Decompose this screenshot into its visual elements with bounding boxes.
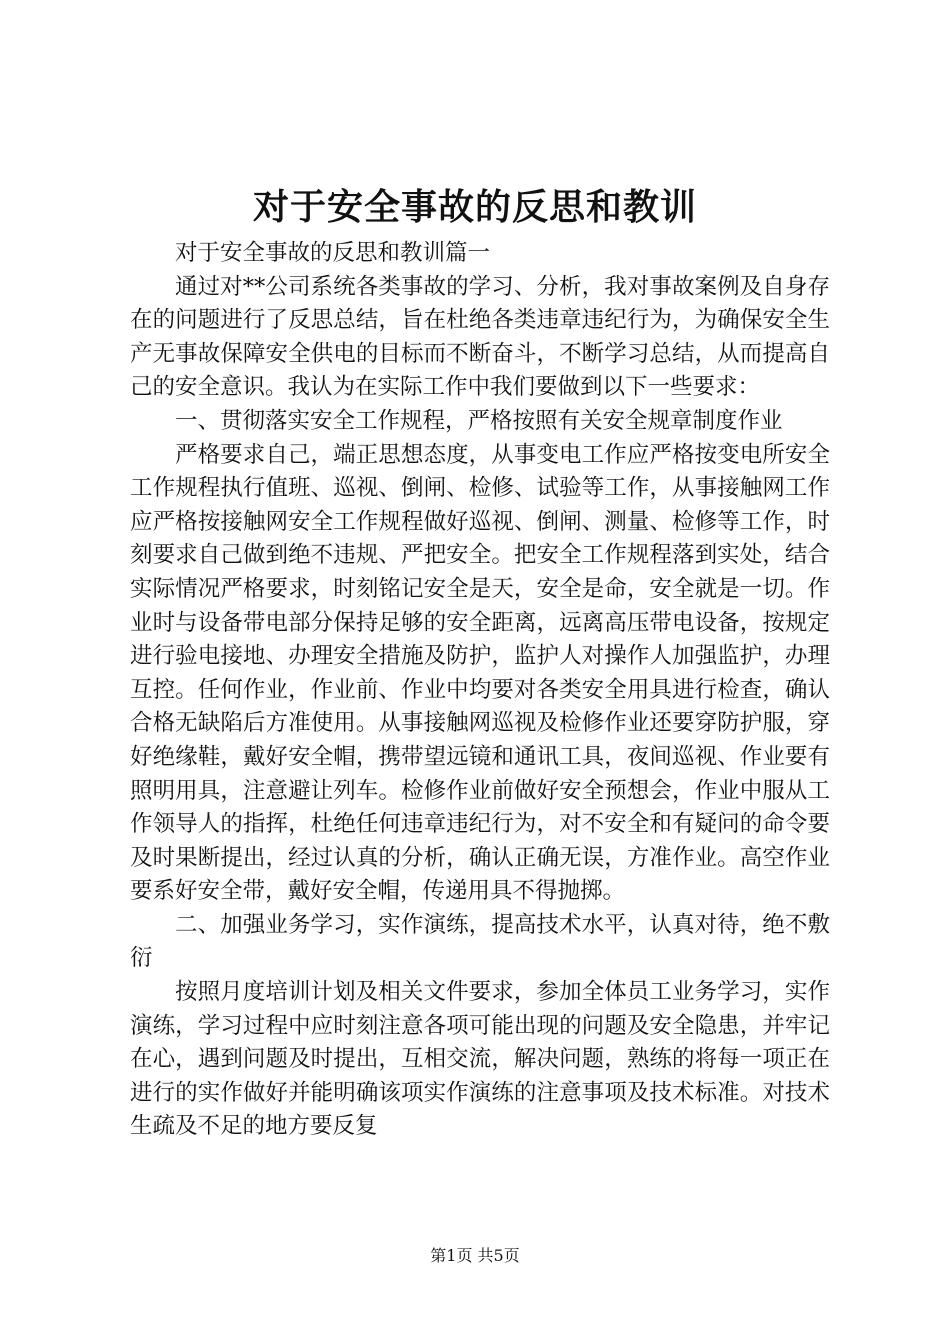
page-number-footer: 第1页 共5页	[430, 1246, 520, 1265]
section-heading: 对于安全事故的反思和教训篇一	[175, 240, 491, 266]
body-paragraph: 通过对**公司系统各类事故的学习、分析，我对事故案例及自身存在的问题进行了反思总结，旨在杜绝各类违章违纪行为，为确保安全生产无事故保障安全供电的目标而不断奋斗，不断学习总结，从而提高自己的安全意识。我认为在实际工作中我们要做到以下一些要求：	[130, 273, 830, 401]
section-heading: 二、加强业务学习，实作演练，提高技术水平，认真对待，绝不敷衍	[130, 911, 830, 972]
document-body	[130, 237, 830, 1144]
document-title: 对于安全事故的反思和教训	[252, 186, 697, 228]
body-paragraph: 严格要求自己，端正思想态度，从事变电工作应严格按变电所安全工作规程执行值班、巡视、倒闸、检修、试验等工作，从事接触网工作应严格按接触网安全工作规程做好巡视、倒闸、测量、检修等工作，时刻要求自己做到绝不违规、严把安全。把安全工作规程落到实处，结合实际情况严格要求，时刻铭记安全是天，安全是命，安全就是一切。作业时与设备带电部分保持足够的安全距离，远离高压带电设备，按规定进行验电接地、办理安全措施及防护，监护人对操作人加强监护，办理互控。任何作业，作业前、作业中均要对各类安全用具进行检查，确认合格无缺陷后方准使用。从事接触网巡视及检修作业还要穿防护服，穿好绝缘鞋，戴好安全帽，携带望远镜和通讯工具，夜间巡视、作业要有照明用具，注意避让列车。检修作业前做好安全预想会，作业中服从工作领导人的指挥，杜绝任何违章违纪行为，对不安全和有疑问的命令要及时果断提出，经过认真的分析，确认正确无误，方准作业。高空作业要系好安全带，戴好安全帽，传递用具不得抛掷。	[130, 441, 830, 905]
body-paragraph: 按照月度培训计划及相关文件要求，参加全体员工业务学习，实作演练，学习过程中应时刻注意各项可能出现的问题及安全隐患，并牢记在心，遇到问题及时提出，互相交流，解决问题，熟练的将每一项正在进行的实作做好并能明确该项实作演练的注意事项及技术标准。对技术生疏及不足的地方要反复	[130, 979, 830, 1140]
section-heading: 一、贯彻落实安全工作规程，严格按照有关安全规章制度作业	[175, 407, 783, 434]
